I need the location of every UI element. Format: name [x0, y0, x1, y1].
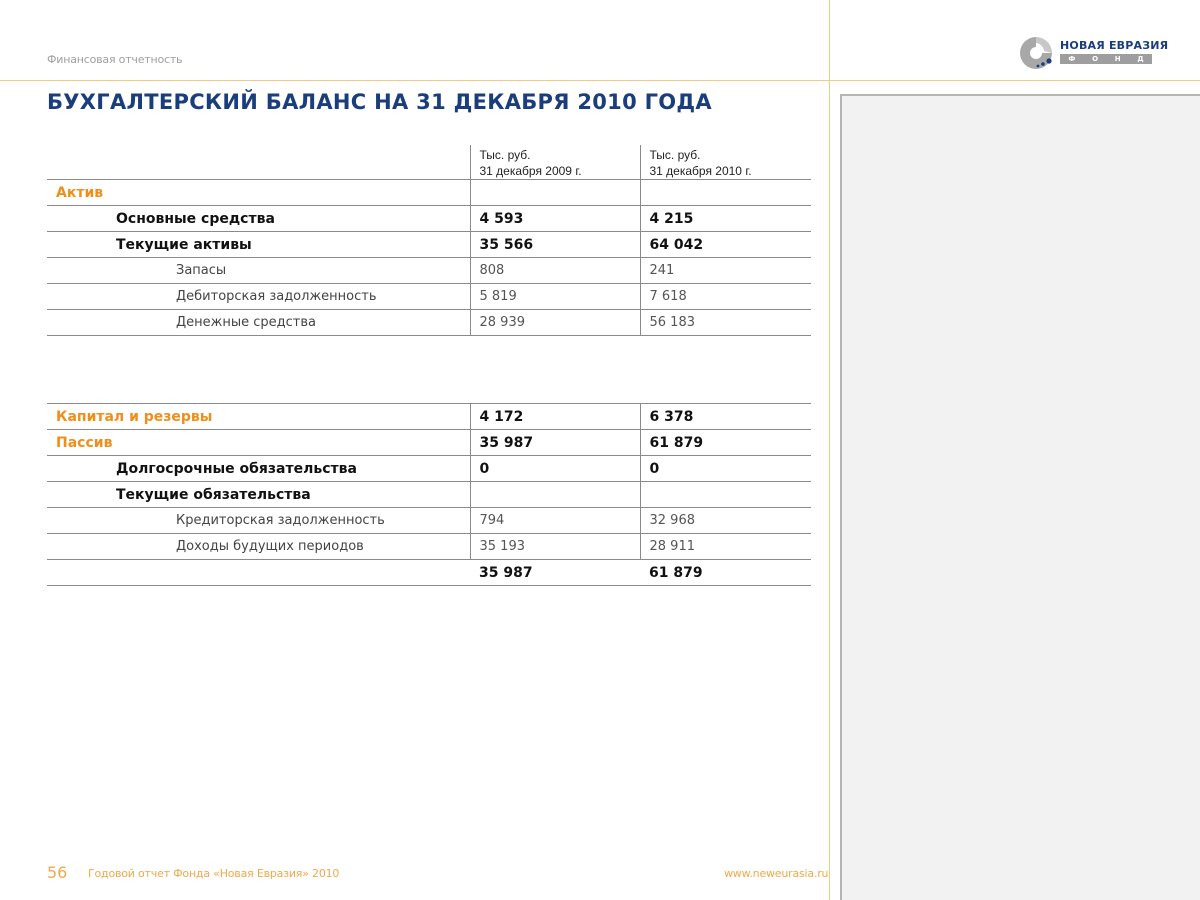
table-row	[47, 206, 811, 232]
value-2009: 35 193	[470, 534, 640, 560]
logo-subtitle	[1060, 54, 1152, 64]
value-2009: 808	[470, 258, 640, 284]
header-rule	[0, 80, 1200, 81]
table-row	[47, 508, 811, 534]
table-row	[47, 430, 811, 456]
logo-letter: Н	[1114, 55, 1121, 63]
value-2010	[640, 180, 811, 206]
row-label: Денежные средства	[47, 310, 470, 336]
vertical-guide-line	[829, 0, 830, 900]
logo-letter: Ф	[1068, 55, 1076, 63]
logo-name: НОВАЯ ЕВРАЗИЯ	[1060, 39, 1169, 52]
row-label: Пассив	[47, 430, 470, 456]
footer-url[interactable]: www.neweurasia.ru	[724, 867, 829, 880]
value-2010: 64 042	[640, 232, 811, 258]
row-label: Дебиторская задолженность	[47, 284, 470, 310]
row-label: Актив	[47, 180, 470, 206]
value-2009: 4 172	[470, 404, 640, 430]
value-2009: 35 987	[470, 430, 640, 456]
table-row	[47, 284, 811, 310]
logo	[1018, 35, 1169, 71]
table-row	[47, 310, 811, 336]
row-label	[47, 560, 470, 586]
table-row	[47, 180, 811, 206]
date-label: 31 декабря 2010 г.	[649, 164, 752, 178]
unit-label: Тыс. руб.	[479, 148, 531, 162]
row-label: Основные средства	[47, 206, 470, 232]
assets-table	[47, 145, 811, 336]
value-2010: 61 879	[640, 430, 811, 456]
value-2010: 0	[640, 456, 811, 482]
value-2010: 7 618	[640, 284, 811, 310]
logo-mark-icon	[1018, 35, 1058, 71]
table-row	[47, 482, 811, 508]
logo-letter: О	[1092, 55, 1099, 63]
unit-label: Тыс. руб.	[649, 148, 701, 162]
table-row	[47, 258, 811, 284]
table-row	[47, 456, 811, 482]
total-2009: 35 987	[470, 560, 640, 586]
row-label: Запасы	[47, 258, 470, 284]
value-2009: 4 593	[470, 206, 640, 232]
page-number: 56	[47, 863, 68, 882]
value-2009: 794	[470, 508, 640, 534]
total-2010: 61 879	[640, 560, 811, 586]
row-label: Доходы будущих периодов	[47, 534, 470, 560]
page-title: БУХГАЛТЕРСКИЙ БАЛАНС НА 31 ДЕКАБРЯ 2010 ГОДА	[47, 90, 712, 114]
row-label: Текущие активы	[47, 232, 470, 258]
table-header-row	[47, 145, 811, 180]
value-2009: 35 566	[470, 232, 640, 258]
column-header-2010	[640, 145, 811, 180]
value-2009: 0	[470, 456, 640, 482]
value-2010	[640, 482, 811, 508]
value-2009: 28 939	[470, 310, 640, 336]
date-label: 31 декабря 2009 г.	[479, 164, 582, 178]
value-2010: 4 215	[640, 206, 811, 232]
table-row	[47, 404, 811, 430]
row-label: Капитал и резервы	[47, 404, 470, 430]
liabilities-table	[47, 403, 811, 586]
row-label: Долгосрочные обязательства	[47, 456, 470, 482]
column-header-2009	[470, 145, 640, 180]
logo-letter: Д	[1137, 55, 1144, 63]
side-panel	[840, 94, 1200, 900]
value-2010: 241	[640, 258, 811, 284]
header-empty	[47, 145, 470, 180]
row-label: Кредиторская задолженность	[47, 508, 470, 534]
value-2009	[470, 180, 640, 206]
table-row	[47, 534, 811, 560]
row-label: Текущие обязательства	[47, 482, 470, 508]
value-2010: 28 911	[640, 534, 811, 560]
value-2009: 5 819	[470, 284, 640, 310]
footer-report-title: Годовой отчет Фонда «Новая Евразия» 2010	[88, 867, 340, 880]
value-2010: 56 183	[640, 310, 811, 336]
table-row	[47, 232, 811, 258]
total-row	[47, 560, 811, 586]
value-2010: 32 968	[640, 508, 811, 534]
value-2009	[470, 482, 640, 508]
value-2010: 6 378	[640, 404, 811, 430]
section-label: Финансовая отчетность	[47, 53, 183, 66]
